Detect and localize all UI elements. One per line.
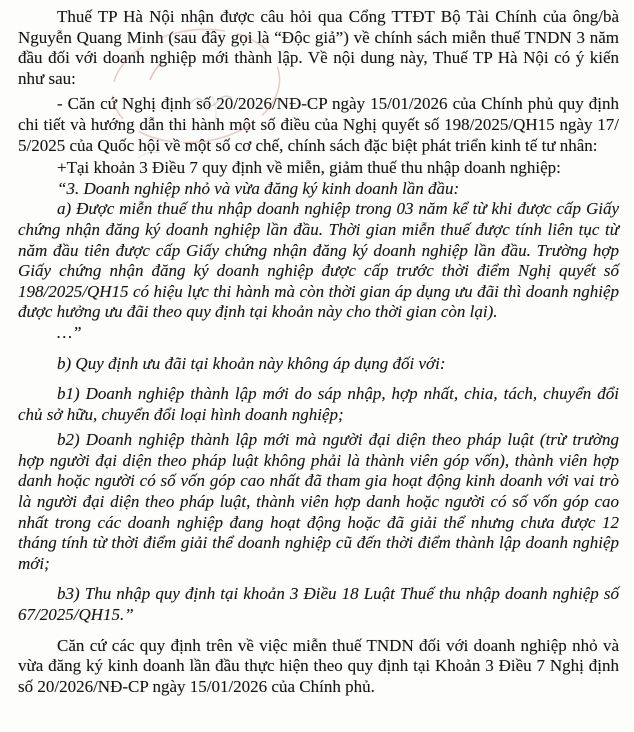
paragraph-quote-point-b1: b1) Doanh nghiệp thành lập mới do sáp nhập, hợp nhất, chia, tách, chuyển đổi chủ sở hữu, chuyển đổi loại hình doanh nghiệp; [18, 384, 619, 424]
paragraph-conclusion: Căn cứ các quy định trên về việc miễn thuế TNDN đối với doanh nghiệp nhỏ và vừa đăng ký kinh doanh lần đầu thực hiện theo quy định tại Khoản 3 Điều 7 Nghị định số 20/2026/NĐ-CP ngày 15/01/2026 của Chính phủ. [18, 635, 619, 696]
paragraph-legal-basis-decree: - Căn cứ Nghị định số 20/2026/NĐ-CP ngày 15/01/2026 của Chính phủ quy định chi tiết và hướng dẫn thi hành một số điều của Nghị quyết số 198/2025/QH15 ngày 17/ 5/2025 của Quốc hội về một số cơ chế, chính sách đặc biệt phát triển kinh tế tư nhân: [18, 94, 619, 155]
paragraph-quote-point-b2: b2) Doanh nghiệp thành lập mới mà người đại diện theo pháp luật (trừ trường hợp người đại diện theo pháp luật không phải là thành viên góp vốn), thành viên hợp danh hoặc người có số vốn góp cao nhất đã tham gia hoạt động kinh doanh với vai trò là người đại diện theo pháp luật, thành viên hợp danh hoặc người có số vốn góp cao nhất trong các doanh nghiệp đang hoạt động hoặc đã giải thể nhưng chưa được 12 tháng tính từ thời điểm giải thể doanh nghiệp cũ đến thời điểm thành lập doanh nghiệp mới; [18, 430, 619, 573]
paragraph-quote-ellipsis: …” [57, 322, 82, 342]
paragraph-quote-point-b: b) Quy định ưu đãi tại khoản này không áp dụng đối với: [57, 353, 446, 373]
paragraph-quote-point-3: “3. Doanh nghiệp nhỏ và vừa đăng ký kinh doanh lần đầu: [57, 178, 460, 198]
paragraph-quote-point-a: a) Được miễn thuế thu nhập doanh nghiệp trong 03 năm kể từ khi được cấp Giấy chứng nhận đăng ký doanh nghiệp lần đầu. Thời gian miễn thuế được tính liên tục từ năm đầu tiên được cấp Giấy chứng nhận đăng ký doanh nghiệp lần đầu. Trường hợp Giấy chứng nhận đăng ký doanh nghiệp được cấp trước thời điểm Nghị quyết số 198/2025/QH15 có hiệu lực thi hành mà còn thời gian áp dụng ưu đãi thì doanh nghiệp được hưởng ưu đãi theo quy định tại khoản này cho thời gian còn lại). [18, 199, 619, 322]
paragraph-quote-point-b3: b3) Thu nhập quy định tại khoản 3 Điều 18 Luật Thuế thu nhập doanh nghiệp số 67/2025/QH15.” [18, 584, 619, 625]
paragraph-intro: Thuế TP Hà Nội nhận được câu hỏi qua Cổng TTĐT Bộ Tài Chính của ông/bà Nguyễn Quang Minh (sau đây gọi là “Độc giả”) về chính sách miễn thuế TNDN 3 năm đầu đối với doanh nghiệp mới thành lập. Về nội dung này, Thuế TP Hà Nội có ý kiến như sau: [18, 7, 619, 88]
document-body [18, 7, 619, 697]
paragraph-clause3-article7-heading: +Tại khoản 3 Điều 7 quy định về miễn, giảm thuế thu nhập doanh nghiệp: [57, 158, 561, 178]
